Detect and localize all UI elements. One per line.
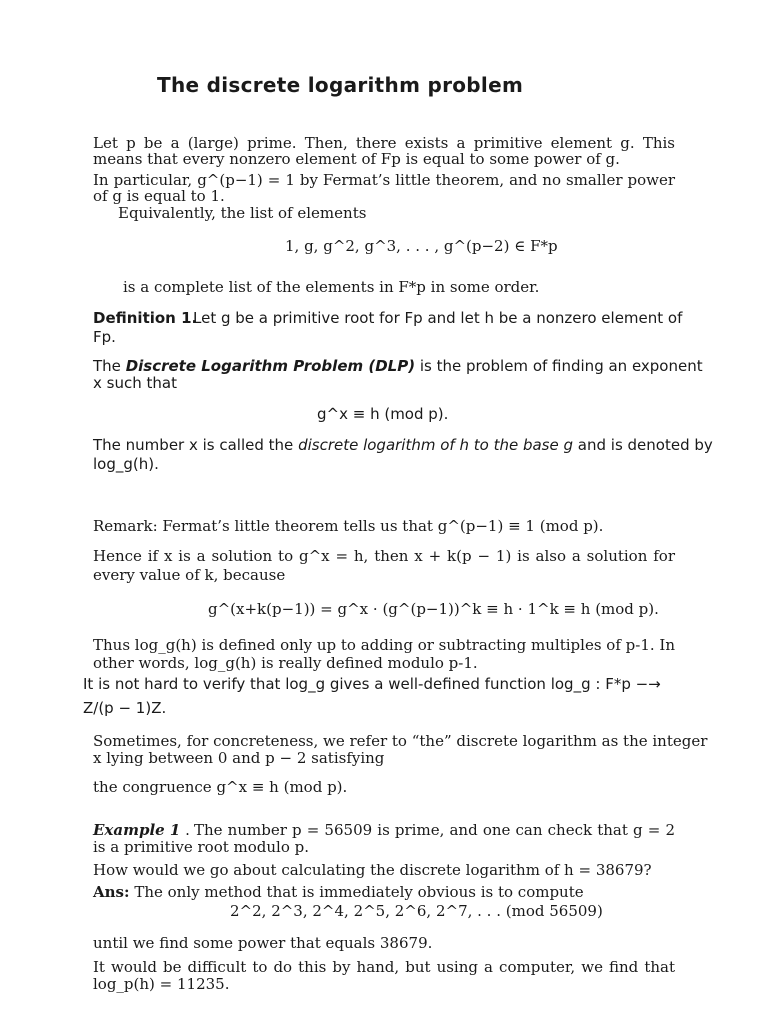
example-line-3: How would we go about calculating the discrete logarithm of h = 38679? (93, 861, 652, 879)
example-line-1: The number p = 56509 is prime, and one can check that g = 2 (194, 821, 675, 839)
remark-line-10: the congruence g^x ≡ h (mod p). (93, 778, 348, 796)
remark-line-9: x lying between 0 and p − 2 satisfying (93, 749, 385, 767)
remark-line-6: It is not hard to verify that log_g gives a well-defined function log_g : F*p −→ (83, 675, 661, 693)
example-line-4: until we find some power that equals 38679. (93, 934, 433, 952)
remark-line-4: Thus log_g(h) is defined only up to adding or subtracting multiples of p-1. In (93, 636, 675, 654)
answer-line: Ans: The only method that is immediately obvious is to compute (93, 883, 584, 901)
example-line-6: log_p(h) = 11235. (93, 975, 230, 993)
example-label: Example 1 . (93, 821, 190, 839)
dlp-term: Discrete Logarithm Problem (DLP) (125, 357, 416, 375)
intro-line-4: of g is equal to 1. (93, 187, 225, 205)
remark-line-5: other words, log_g(h) is really defined modulo p-1. (93, 654, 478, 672)
intro-line-2: means that every nonzero element of Fp is equal to some power of g. (93, 150, 620, 168)
dlog-line-2: log_g(h). (93, 455, 159, 473)
example-line-2: is a primitive root modulo p. (93, 838, 310, 856)
definition-line-1: Let g be a primitive root for Fp and let h be a nonzero element of (193, 309, 683, 327)
dlp-display-equation: g^x ≡ h (mod p). (317, 405, 449, 423)
remark-line-2: Hence if x is a solution to g^x = h, then x + k(p − 1) is also a solution for (93, 547, 675, 565)
example-line-5: It would be difficult to do this by hand, but using a computer, we find that (93, 958, 675, 976)
intro-line-6: is a complete list of the elements in F*p in some order. (123, 278, 540, 296)
page-title: The discrete logarithm problem (157, 73, 524, 97)
remark-display-equation: g^(x+k(p−1)) = g^x · (g^(p−1))^k ≡ h · 1^k ≡ h (mod p). (208, 600, 659, 618)
remark-line-3: every value of k, because (93, 566, 286, 584)
definition-label: Definition 1. (93, 309, 198, 327)
answer-label: Ans: (93, 883, 130, 901)
dlog-line-1: The number x is called the discrete logarithm of h to the base g and is denoted by (93, 436, 713, 454)
intro-line-5: Equivalently, the list of elements (118, 204, 367, 222)
remark-line-7: Z/(p − 1)Z. (83, 699, 167, 717)
dlog-term: discrete logarithm of h to the base g (298, 436, 574, 454)
intro-line-1: Let p be a (large) prime. Then, there exists a primitive element g. This (93, 134, 675, 152)
remark-line-1: Remark: Fermat’s little theorem tells us that g^(p−1) ≡ 1 (mod p). (93, 517, 604, 535)
dlp-line-2: x such that (93, 374, 177, 392)
intro-display-equation: 1, g, g^2, g^3, . . . , g^(p−2) ∈ F*p (285, 237, 558, 255)
intro-line-3: In particular, g^(p−1) = 1 by Fermat’s little theorem, and no smaller power (93, 171, 675, 189)
remark-line-8: Sometimes, for concreteness, we refer to “the” discrete logarithm as the integer (93, 732, 708, 750)
example-display-powers: 2^2, 2^3, 2^4, 2^5, 2^6, 2^7, . . . (mod 56509) (230, 902, 603, 920)
dlp-line-1: The Discrete Logarithm Problem (DLP) is the problem of finding an exponent (93, 357, 703, 375)
definition-line-2: Fp. (93, 328, 116, 346)
